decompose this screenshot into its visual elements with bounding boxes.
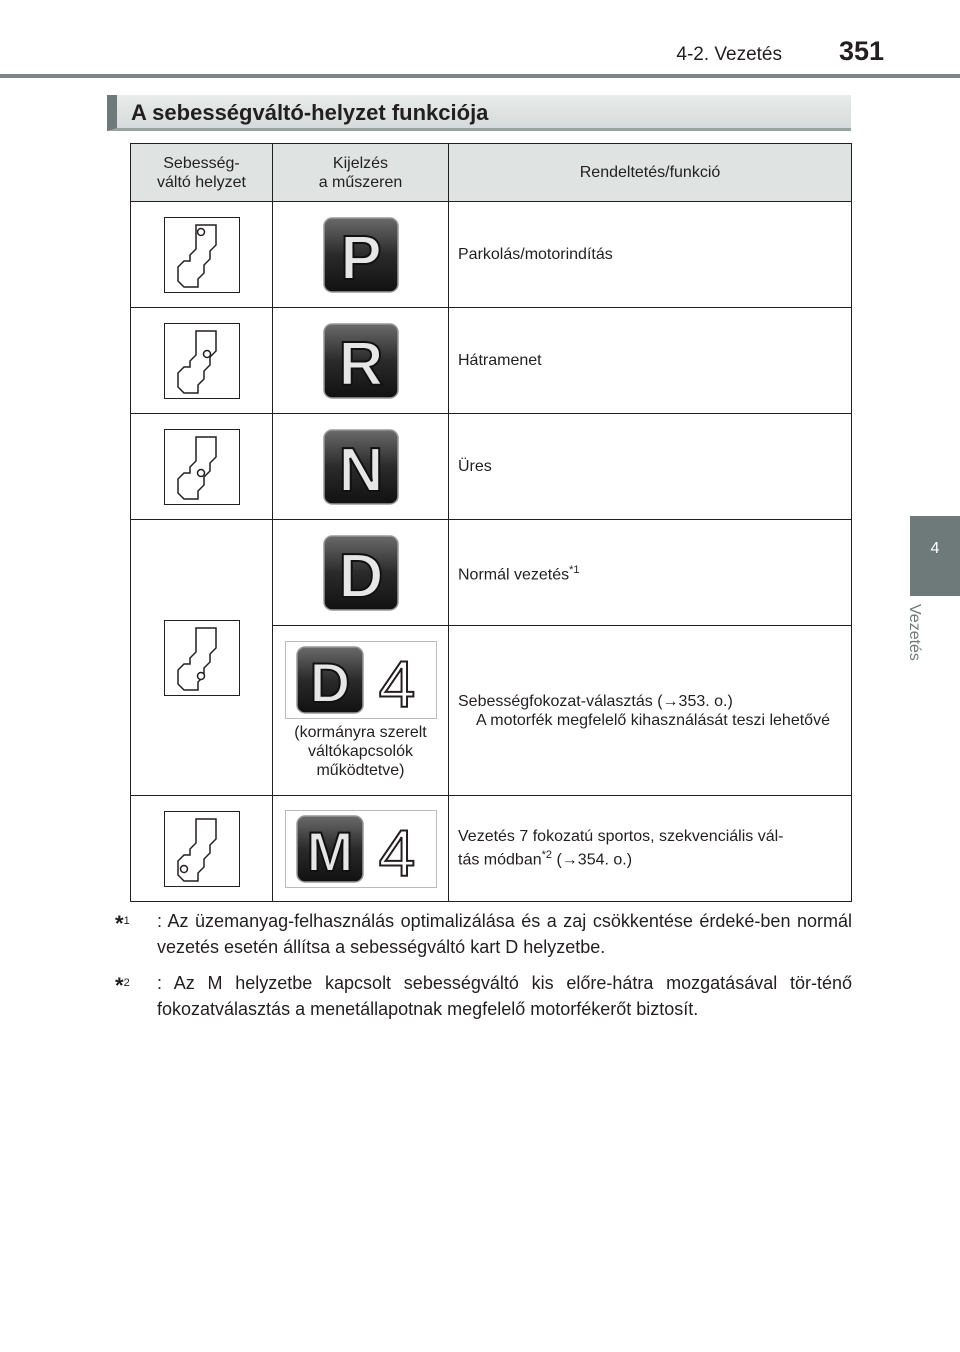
chapter-label-box <box>895 604 935 694</box>
function-m <box>449 796 852 902</box>
footnote-ref-1: *1 <box>569 563 580 576</box>
lever-cell-d <box>131 520 273 796</box>
display-cell-p <box>273 202 449 308</box>
lever-gate-p-icon <box>164 217 240 293</box>
lever-cell-p <box>131 202 273 308</box>
footnotes <box>115 908 852 1032</box>
display-r-icon <box>322 322 400 400</box>
display-r-letter: R <box>338 329 383 399</box>
lever-cell-r <box>131 308 273 414</box>
function-r: Hátramenet <box>449 308 852 414</box>
display-m4-gear-number: 4 <box>378 815 415 888</box>
header-section: 4-2. Vezetés <box>676 44 782 65</box>
section-title: A sebességváltó-helyzet funkciója <box>131 100 489 125</box>
function-p: Parkolás/motorindítás <box>449 202 852 308</box>
display-d-icon <box>322 534 400 612</box>
function-m-text: Vezetés 7 fokozatú sportos, szekvenciális vál- tás módban <box>458 828 784 869</box>
display-m4-icon <box>285 810 437 888</box>
display-cell-d4 <box>273 626 449 796</box>
display-p-letter: P <box>339 223 382 293</box>
function-d4-subtext: A motorfék megfelelő kihasználását teszi lehetővé <box>476 711 830 729</box>
display-m4-letter: M <box>306 819 353 883</box>
function-d4 <box>449 626 852 796</box>
display-p-icon <box>322 216 400 294</box>
display-d4-caption: (kormányra szerelt váltókapcsolók működtetve) <box>294 724 427 779</box>
display-cell-n <box>273 414 449 520</box>
footnote-1-text: : Az üzemanyag-felhasználás optimalizálása és a zaj csökkentése érdeké-ben normál vezetés esetén állítsa a sebességváltó kart D helyzetbe. <box>157 911 852 957</box>
footnote-2 <box>115 970 852 1022</box>
lever-gate-r-icon <box>164 323 240 399</box>
function-m-ref: (→354. o.) <box>552 851 633 869</box>
gear-table <box>130 143 852 902</box>
footnote-1-mark: *$^1$ <box>115 911 130 936</box>
footnote-ref-2: *2 <box>541 849 553 862</box>
footnote-2-mark: *$^2$ <box>115 973 130 998</box>
function-n: Üres <box>449 414 852 520</box>
page-number: 351 <box>838 36 884 66</box>
header-rule <box>0 74 960 78</box>
display-d4-gear-number: 4 <box>378 647 415 719</box>
lever-gate-m-icon <box>164 811 240 887</box>
function-d4-text: Sebességfokozat-választás (→353. o.) <box>458 692 733 710</box>
lever-cell-m <box>131 796 273 902</box>
function-d-text: Normál vezetés <box>458 566 570 584</box>
lever-cell-n <box>131 414 273 520</box>
footnote-1 <box>115 908 852 960</box>
function-d <box>449 520 852 626</box>
header-function: Rendeltetés/funkció <box>449 144 852 202</box>
footnote-2-text: : Az M helyzetbe kapcsolt sebességváltó kis előre-hátra mozgatásával tör-ténő fokozatválasztás a menetállapotnak megfelelő motorfékerőt biztosít. <box>157 973 852 1019</box>
display-d4-icon <box>285 641 437 719</box>
chapter-label: Vezetés <box>906 604 923 661</box>
display-cell-m4 <box>273 796 449 902</box>
display-d-letter: D <box>338 541 383 611</box>
chapter-number: 4 <box>930 540 940 557</box>
display-n-icon <box>322 428 400 506</box>
lever-gate-d-icon <box>164 620 240 696</box>
header-lever: Sebesség- váltó helyzet <box>131 144 273 202</box>
section-title-bar <box>107 95 851 131</box>
display-n-letter: N <box>338 435 383 505</box>
display-cell-d <box>273 520 449 626</box>
display-cell-r <box>273 308 449 414</box>
display-d4-letter: D <box>309 651 350 714</box>
lever-gate-n-icon <box>164 429 240 505</box>
header-display: Kijelzés a műszeren <box>273 144 449 202</box>
